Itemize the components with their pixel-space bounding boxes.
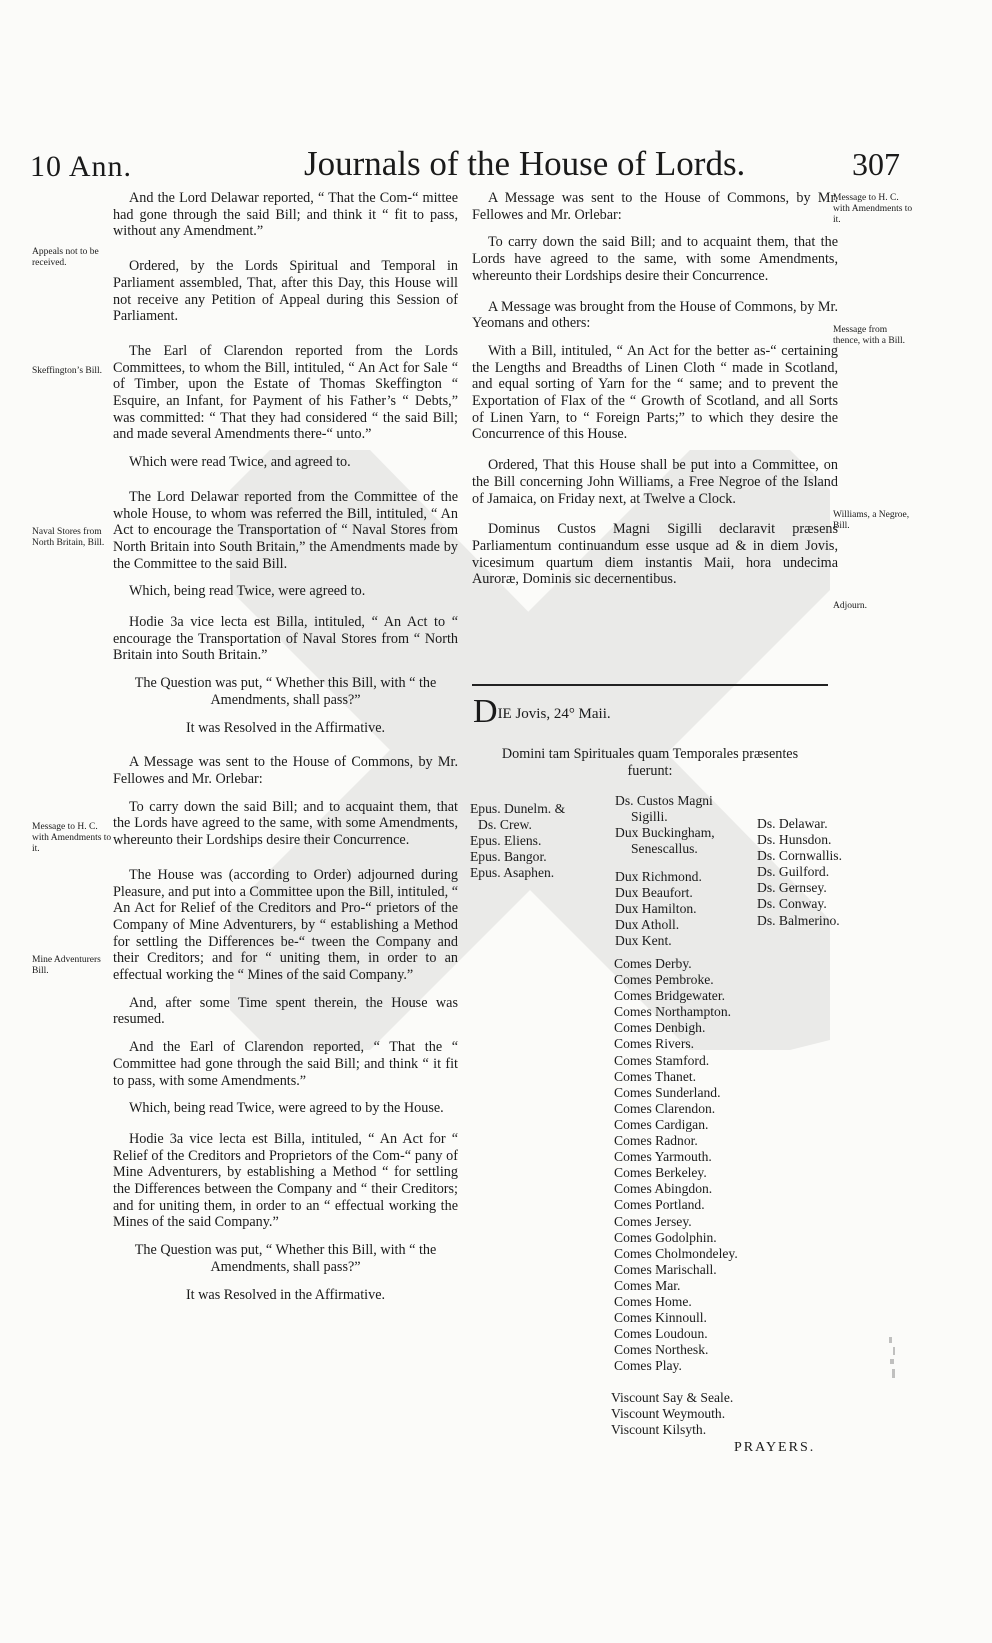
list-item: Ds. Cornwallis. bbox=[757, 848, 842, 864]
list-item: Comes Denbigh. bbox=[614, 1020, 706, 1036]
list-item: Sigilli. bbox=[631, 809, 668, 825]
list-item: Comes Cholmondeley. bbox=[614, 1245, 738, 1261]
paragraph: Hodie 3a vice lecta est Billa, intituled, “ An Act for “ Relief of the Creditors and Proprietors of the Com-“ pany of Mine Adventurers, by establishing a Method “ for settling the Differences between the Company and “ their Creditors; and for uniting them, in order to an “ effectual working the Mines of the said Company.” bbox=[113, 1130, 458, 1231]
list-item: Ds. Conway. bbox=[757, 896, 827, 912]
margin-note: Message to H. C. with Amendments to it. bbox=[833, 193, 913, 225]
paragraph: Hodie 3a vice lecta est Billa, intituled, “ An Act to “ encourage the Transportation of Naval Stores from “ North Britain into South Britain.” bbox=[113, 614, 458, 664]
margin-note: Williams, a Negroe, Bill. bbox=[833, 510, 910, 531]
page-header-title: Journals of the House of Lords. bbox=[304, 144, 746, 183]
paragraph: Which were read Twice, and agreed to. bbox=[129, 454, 351, 471]
list-item: Comes Abingdon. bbox=[614, 1181, 713, 1197]
sitting-heading bbox=[473, 693, 611, 730]
margin-note: Skeffington’s Bill. bbox=[32, 366, 103, 376]
list-item: Epus. Dunelm. & bbox=[470, 801, 566, 816]
paragraph: Ordered, by the Lords Spiritual and Temporal in Parliament assembled, That, after this Day, this House will not receive any Petition of Appeal during this Session of Parliament. bbox=[113, 258, 458, 325]
paragraph: Which, being read Twice, were agreed to by the House. bbox=[129, 1100, 444, 1117]
margin-note: Naval Stores from North Britain, Bill. bbox=[32, 527, 105, 548]
list-item: Ds. Custos Magni bbox=[615, 793, 713, 808]
attendance-earls bbox=[614, 956, 738, 1374]
list-item: Comes Bridgewater. bbox=[614, 988, 725, 1004]
list-item: Comes Stamford. bbox=[614, 1052, 710, 1068]
list-item: Ds. Delawar. bbox=[757, 816, 828, 831]
margin-smudge bbox=[885, 1335, 901, 1385]
attendance-viscounts bbox=[611, 1390, 733, 1438]
margin-note: Appeals not to be received. bbox=[32, 247, 99, 268]
paragraph: And the Lord Delawar reported, “ That the Com-“ mittee had gone through the said Bill; and think it “ fit to pass, without any Amendment.” bbox=[113, 190, 458, 240]
list-item: Ds. Hunsdon. bbox=[757, 832, 832, 848]
sitting-date: IE Jovis, 24° Maii. bbox=[497, 706, 611, 722]
list-item: Comes Cardigan. bbox=[614, 1116, 709, 1132]
list-item: Comes Jersey. bbox=[614, 1213, 692, 1229]
page-header-left: 10 Ann. bbox=[30, 150, 133, 183]
attendance-officers bbox=[611, 793, 715, 857]
list-item: Comes Thanet. bbox=[614, 1068, 697, 1084]
margin-note: Message from thence, with a Bill. bbox=[833, 325, 906, 346]
list-item: Comes Mar. bbox=[614, 1277, 681, 1293]
attendance-bishops bbox=[470, 801, 565, 881]
section-rule bbox=[472, 684, 828, 686]
paragraph: Ordered, That this House shall be put into a Committee, on the Bill concerning John Williams, a Free Negroe of the Island of Jamaica, on Friday next, at Twelve a Clock. bbox=[472, 457, 838, 507]
paragraph: With a Bill, intituled, “ An Act for the better as-“ certaining the Lengths and Breadths of Linen Cloth “ made in Scotland, and equal sorting of Yarn for the “ same; and to prevent the Exportation of Flax of the “ Growth of Scotland, and all Sorts of Linen Yarn, to “ Foreign Parts;” to which they desire the Concurrence of this House. bbox=[472, 342, 838, 443]
list-item: Comes Northampton. bbox=[614, 1004, 732, 1020]
list-item: Viscount Kilsyth. bbox=[611, 1422, 707, 1438]
list-item: Viscount Weymouth. bbox=[611, 1406, 726, 1422]
list-item: Ds. Crew. bbox=[478, 817, 532, 833]
list-item: Comes Godolphin. bbox=[614, 1229, 717, 1245]
list-item: Dux Beaufort. bbox=[615, 885, 693, 901]
margin-note: Message to H. C. with Amendments to it. bbox=[32, 822, 112, 854]
list-item: Comes Radnor. bbox=[614, 1133, 698, 1149]
list-item: Comes Marischall. bbox=[614, 1261, 717, 1277]
list-item: Comes Pembroke. bbox=[614, 972, 714, 988]
list-item: Comes Loudoun. bbox=[614, 1326, 708, 1342]
paragraph: And, after some Time spent therein, the House was resumed. bbox=[113, 994, 458, 1028]
paragraph: It was Resolved in the Affirmative. bbox=[185, 719, 386, 736]
list-item: Ds. Gernsey. bbox=[757, 880, 827, 896]
list-item: Ds. Balmerino. bbox=[757, 912, 840, 928]
catchword: PRAYERS. bbox=[734, 1440, 816, 1455]
paragraph: Which, being read Twice, were agreed to. bbox=[129, 583, 366, 600]
list-item: Dux Hamilton. bbox=[615, 901, 697, 917]
paragraph: Dominus Custos Magni Sigilli declaravit præsens Parliamentum continuandum esse usque ad & in diem Jovis, vicesimum quartum diem instantis Maii, hora undecima Auroræ, Dominis sic decernentibus. bbox=[472, 521, 838, 588]
attendance-dukes bbox=[615, 869, 702, 949]
paragraph: A Message was brought from the House of Commons, by Mr. Yeomans and others: bbox=[472, 298, 838, 332]
page-number: 307 bbox=[852, 146, 900, 182]
list-item: Comes Home. bbox=[614, 1293, 692, 1309]
list-item: Comes Play. bbox=[614, 1358, 682, 1374]
list-item: Comes Clarendon. bbox=[614, 1100, 716, 1116]
drop-initial: D bbox=[473, 693, 498, 730]
margin-note: Adjourn. bbox=[833, 601, 868, 611]
paragraph: The House was (according to Order) adjourned during Pleasure, and put into a Committee upon the Bill, intituled, “ An Act for Relief of the Creditors and Pro-“ prietors of the Company of Mine Adventurers, by “ establishing a Method for settling the Differences be-“ tween the Company and their Creditors; and for “ uniting them, in order to an effectual working the “ Mines of the said Company.” bbox=[113, 866, 458, 984]
paragraph: The Earl of Clarendon reported from the Lords Committees, to whom the Bill, intituled, “ An Act for Sale “ of Timber, upon the Estate of Thomas Skeffington “ Esquire, an Infant, for Payment of his Father’s “ Debts,” was committed: “ That they had considered “ the said Bill; and made several Amendments there-“ unto.” bbox=[113, 342, 458, 443]
list-item: Comes Sunderland. bbox=[614, 1084, 721, 1100]
list-item: Epus. Eliens. bbox=[470, 833, 542, 849]
list-item: Viscount Say & Seale. bbox=[611, 1390, 734, 1405]
list-item: Dux Buckingham, bbox=[615, 825, 715, 841]
list-item: Epus. Asaphen. bbox=[470, 865, 555, 881]
list-item: Dux Kent. bbox=[615, 933, 672, 949]
paragraph: The Question was put, “ Whether this Bill, with “ the Amendments, shall pass?” bbox=[134, 675, 437, 708]
list-item: Ds. Guilford. bbox=[757, 864, 830, 880]
list-item: Comes Portland. bbox=[614, 1197, 705, 1213]
margin-note: Mine Adventurers Bill. bbox=[32, 955, 101, 976]
list-item: Senescallus. bbox=[631, 841, 698, 857]
paragraph: A Message was sent to the House of Commons, by Mr. Fellowes and Mr. Orlebar: bbox=[472, 190, 838, 223]
list-item: Comes Yarmouth. bbox=[614, 1149, 712, 1165]
list-item: Dux Atholl. bbox=[615, 917, 680, 933]
paragraph: The Question was put, “ Whether this Bill, with “ the Amendments, shall pass?” bbox=[134, 1242, 437, 1275]
paragraph: The Lord Delawar reported from the Committee of the whole House, to whom was referred the Bill, intituled, “ An Act to encourage the Transportation of “ Naval Stores from North Britain into South Britain,” the Amendments made by the Committee to the said Bill. bbox=[113, 488, 458, 572]
right-column bbox=[472, 190, 838, 599]
paragraph: To carry down the said Bill; and to acquaint them, that the Lords have agreed to the same, with some Amendments, whereunto their Lordships desire their Concurrence. bbox=[113, 798, 458, 849]
list-item: Comes Derby. bbox=[614, 956, 692, 971]
paragraph: To carry down the said Bill; and to acquaint them, that the Lords have agreed to the same, with some Amendments, whereunto their Lordships desire their Concurrence. bbox=[472, 234, 838, 284]
left-column bbox=[113, 190, 458, 1314]
list-item: Epus. Bangor. bbox=[470, 849, 547, 865]
present-heading: Domini tam Spirituales quam Temporales præsentes fuerunt: bbox=[501, 746, 799, 779]
list-item: Comes Northesk. bbox=[614, 1342, 709, 1358]
attendance-barons bbox=[757, 816, 842, 929]
list-item: Comes Kinnoull. bbox=[614, 1310, 707, 1326]
paragraph: It was Resolved in the Affirmative. bbox=[185, 1286, 386, 1303]
list-item: Comes Rivers. bbox=[614, 1036, 695, 1052]
paragraph: A Message was sent to the House of Commons, by Mr. Fellowes and Mr. Orlebar: bbox=[113, 754, 458, 787]
paragraph: And the Earl of Clarendon reported, “ That the “ Committee had gone through the said Bill; and think “ it fit to pass, with some Amendments.” bbox=[113, 1039, 458, 1089]
list-item: Dux Richmond. bbox=[615, 869, 702, 884]
list-item: Comes Berkeley. bbox=[614, 1165, 707, 1181]
